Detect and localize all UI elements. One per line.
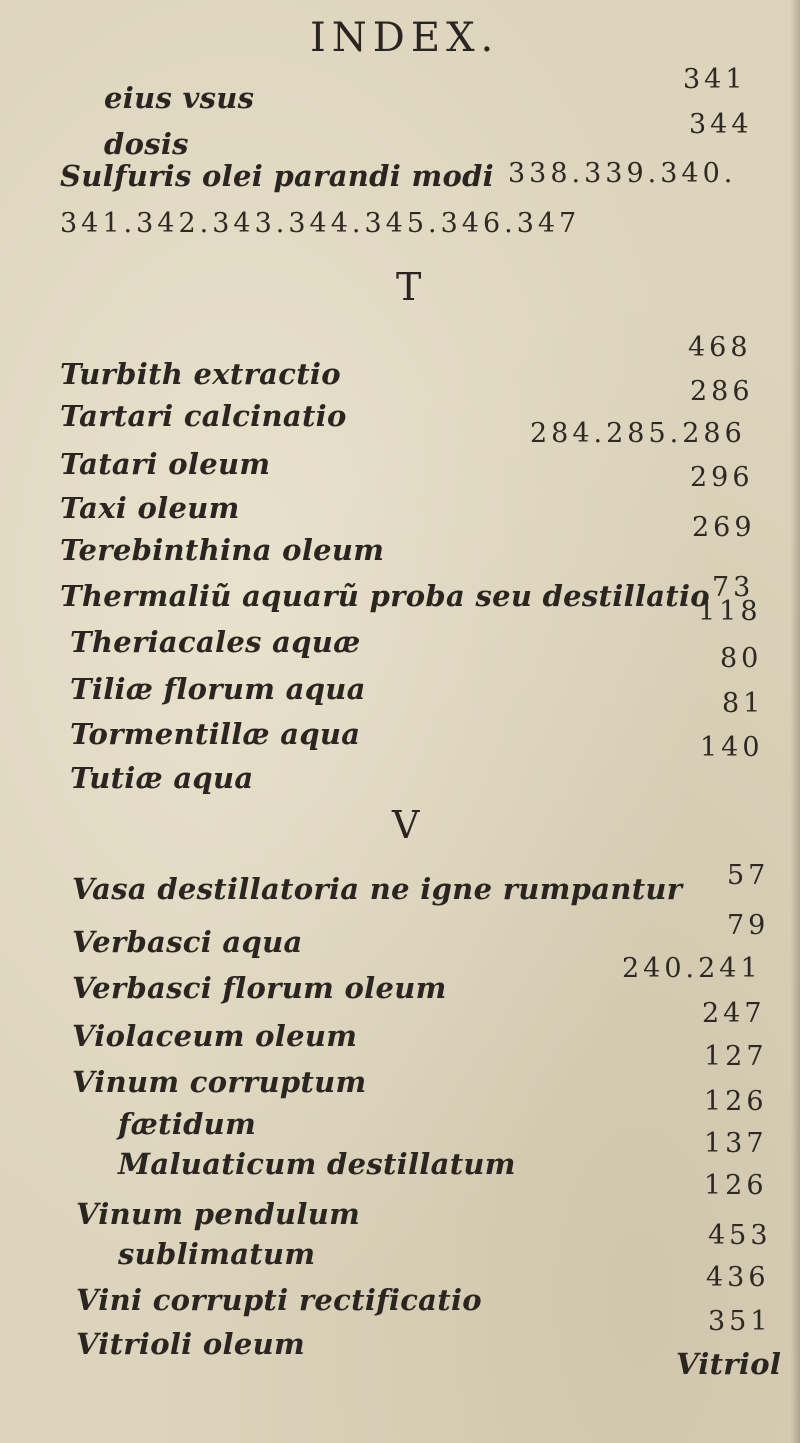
index-entry-pages: 79 xyxy=(727,910,770,941)
index-entry-pages: 137 xyxy=(704,1128,768,1159)
index-entry-label: Tatari oleum xyxy=(60,447,271,481)
index-entry-label: Tutiæ aqua xyxy=(70,761,254,795)
index-entry-pages-continued: 341.342.343.344.345.346.347 xyxy=(60,208,581,239)
index-entry-pages: 126 xyxy=(704,1086,768,1117)
index-entry-label: Sulfuris olei parandi modi xyxy=(60,159,494,193)
index-entry-pages: 118 xyxy=(698,596,762,627)
index-entry-label: Taxi oleum xyxy=(60,491,240,525)
index-entry-pages: 240.241 xyxy=(622,953,762,984)
page-title: INDEX. xyxy=(310,15,500,61)
index-entry-label: Tormentillæ aqua xyxy=(70,717,361,751)
index-entry-label: Thermaliũ aquarũ proba seu destillatio xyxy=(60,579,710,613)
index-entry-pages: 344 xyxy=(689,109,753,140)
index-entry-pages: 286 xyxy=(690,376,754,407)
index-entry-pages: 80 xyxy=(720,643,763,674)
index-entry-label: Vasa destillatoria ne igne rumpantur xyxy=(72,872,683,906)
index-entry-label: Theriacales aquæ xyxy=(70,625,361,659)
index-entry-pages: 81 xyxy=(722,688,765,719)
index-entry-label: sublimatum xyxy=(118,1237,316,1271)
index-entry-label: Terebinthina oleum xyxy=(60,533,385,567)
index-entry-pages: 468 xyxy=(688,332,752,363)
index-entry-label: Verbasci aqua xyxy=(72,925,303,959)
index-entry-label: Tiliæ florum aqua xyxy=(70,672,366,706)
index-entry-label: eius vsus xyxy=(104,81,255,115)
section-letter-t: T xyxy=(396,265,422,309)
index-entry-label: Vitrioli oleum xyxy=(76,1327,305,1361)
catchword: Vitriol xyxy=(676,1347,782,1381)
index-entry-label: Maluaticum destillatum xyxy=(118,1147,516,1181)
index-entry-pages: 269 xyxy=(692,512,756,543)
index-entry-pages: 338.339.340. xyxy=(508,158,737,189)
index-entry-pages: 126 xyxy=(704,1170,768,1201)
section-letter-v: V xyxy=(392,803,420,847)
index-entry-pages: 57 xyxy=(727,860,770,891)
index-entry-label: Turbith extractio xyxy=(60,357,341,391)
index-entry-label: fætidum xyxy=(118,1107,257,1141)
index-entry-pages: 351 xyxy=(708,1306,772,1337)
index-entry-label: dosis xyxy=(104,127,189,161)
index-entry-label: Verbasci florum oleum xyxy=(72,971,447,1005)
index-entry-label: Vinum corruptum xyxy=(72,1065,367,1099)
index-entry-pages: 296 xyxy=(690,462,754,493)
page-edge-shadow xyxy=(790,0,800,1443)
index-entry-pages: 436 xyxy=(706,1262,770,1293)
index-entry-pages: 140 xyxy=(700,732,764,763)
index-entry-label: Violaceum oleum xyxy=(72,1019,358,1053)
index-entry-pages: 127 xyxy=(704,1041,768,1072)
index-entry-pages: 284.285.286 xyxy=(530,418,746,449)
index-entry-pages: 247 xyxy=(702,998,766,1029)
index-entry-pages: 341 xyxy=(683,64,747,95)
index-entry-label: Vinum pendulum xyxy=(76,1197,361,1231)
index-entry-label: Tartari calcinatio xyxy=(60,399,347,433)
index-entry-pages: 73 xyxy=(712,572,755,603)
index-entry-pages: 453 xyxy=(708,1220,772,1251)
index-entry-label: Vini corrupti rectificatio xyxy=(76,1283,482,1317)
